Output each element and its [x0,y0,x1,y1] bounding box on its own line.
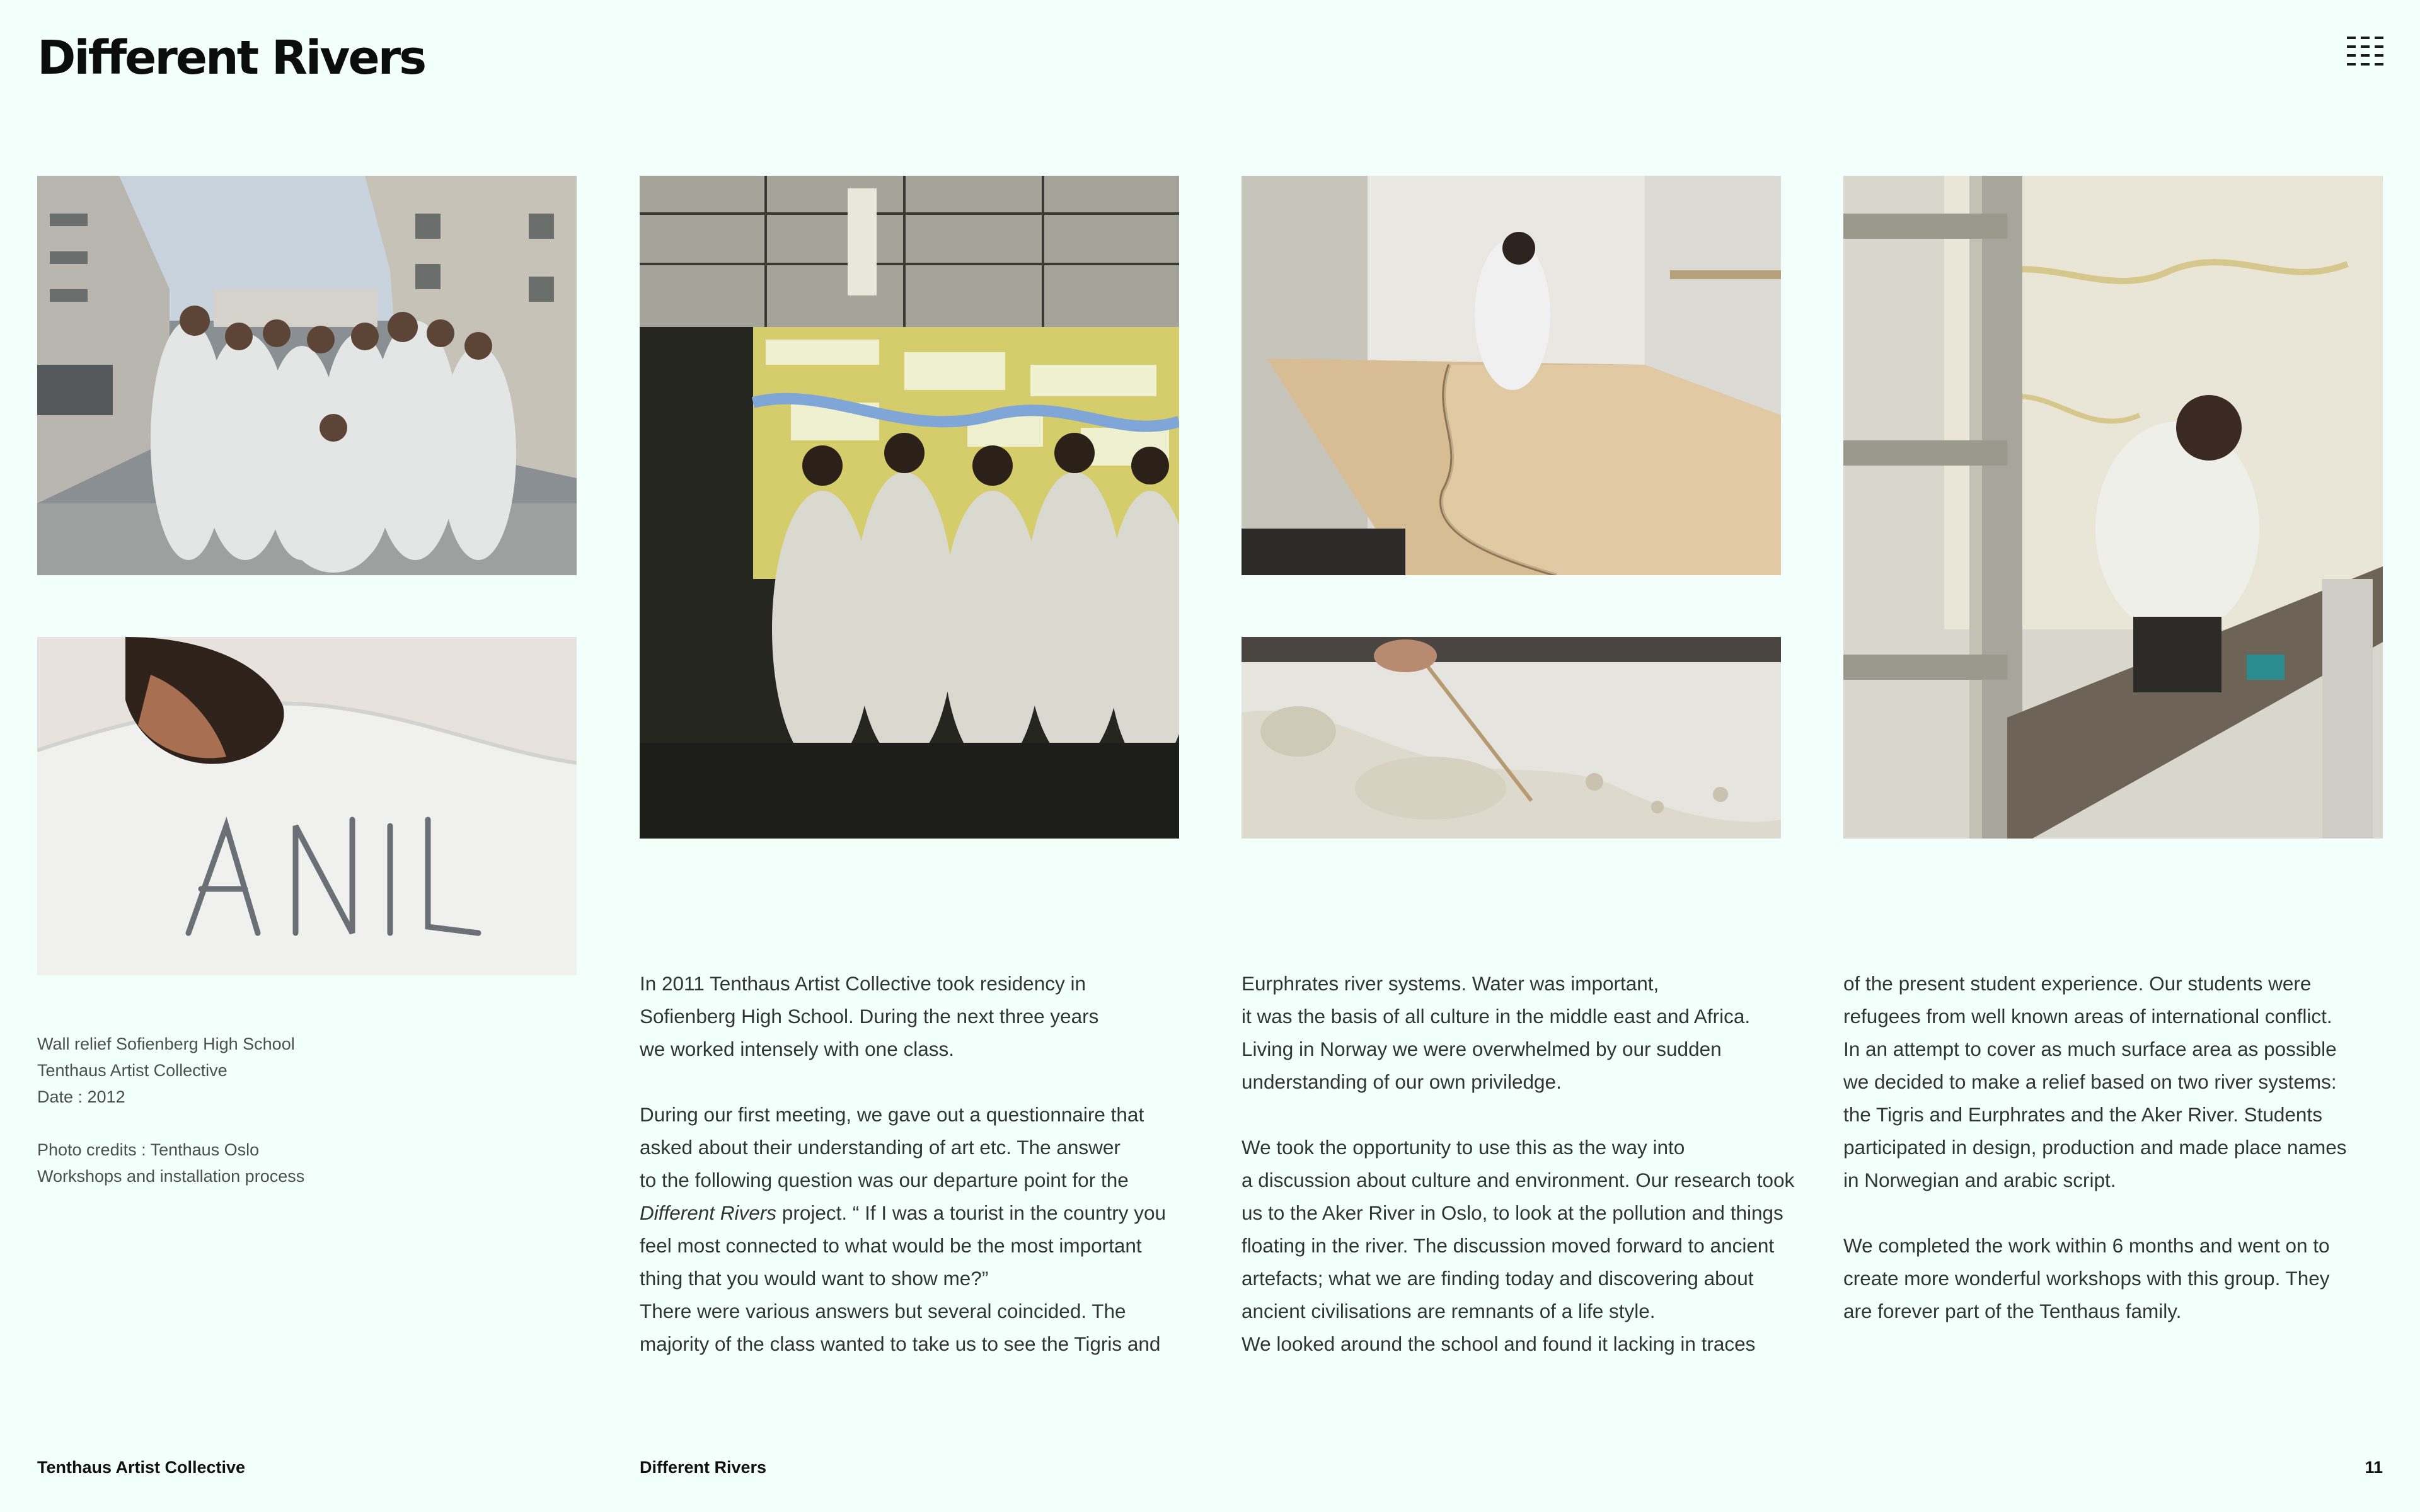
text-line: We completed the work within 6 months and went on to [1843,1234,2330,1257]
text-line: In an attempt to cover as much surface area as possible [1843,1038,2337,1060]
text-line: floating in the river. The discussion moved forward to ancient [1242,1234,1775,1257]
text-line: thing that you would want to show me?” [640,1267,989,1290]
project-title-italic: Different Rivers [640,1201,777,1224]
text-line: Eurphrates river systems. Water was important, [1242,972,1659,995]
text-line: artefacts; what we are finding today and discovering about [1242,1267,1754,1290]
text-line: us to the Aker River in Oslo, to look at the pollution and things [1242,1201,1783,1224]
caption-line: Wall relief Sofienberg High School [37,1034,295,1053]
text-line: understanding of our own priviledge. [1242,1070,1562,1093]
photo-clay-relief-closeup [1242,637,1781,839]
text-column-1 [640,967,1194,1360]
text-line: We took the opportunity to use this as the way into [1242,1136,1685,1159]
text-line: majority of the class wanted to take us to see the Tigris and [640,1332,1161,1355]
grid-menu-icon[interactable] [2347,37,2383,67]
text-column-2 [1242,967,1796,1360]
page-number: 11 [2365,1458,2383,1477]
text-line: ancient civilisations are remnants of a life style. [1242,1300,1656,1322]
text-line: Sofienberg High School. During the next three years [640,1005,1099,1028]
text-line: There were various answers but several coincided. The [640,1300,1126,1322]
text-line: the Tigris and Eurphrates and the Aker River. Students [1843,1103,2322,1126]
text-line: a discussion about culture and environment. Our research took [1242,1169,1795,1191]
text-line: In 2011 Tenthaus Artist Collective took residency in [640,972,1086,995]
caption-line: Tenthaus Artist Collective [37,1061,228,1080]
photo-caption [37,1031,579,1189]
text-line: asked about their understanding of art etc. The answer [640,1136,1121,1159]
caption-line: Workshops and installation process [37,1167,305,1186]
text-fragment: project. “ If I was a tourist in the country you [776,1201,1167,1224]
photo-scaffolding-worker [1843,176,2383,839]
text-line: it was the basis of all culture in the middle east and Africa. [1242,1005,1751,1028]
photo-workshop-table [1242,176,1781,575]
caption-line: Date : 2012 [37,1087,125,1106]
text-line: of the present student experience. Our students were [1843,972,2312,995]
photo-student-jacket-back [37,637,577,975]
text-line: We looked around the school and found it lacking in traces [1242,1332,1756,1355]
text-line: participated in design, production and made place names [1843,1136,2347,1159]
text-line: Living in Norway we were overwhelmed by our sudden [1242,1038,1722,1060]
text-line: refugees from well known areas of international conflict. [1843,1005,2332,1028]
photo-group-outside-school [37,176,577,575]
text-line: create more wonderful workshops with this group. They [1843,1267,2330,1290]
text-line: During our first meeting, we gave out a questionnaire that [640,1103,1144,1126]
footer-publisher: Tenthaus Artist Collective [37,1458,246,1477]
photo-map-projection [640,176,1179,839]
footer-section-title: Different Rivers [640,1458,767,1477]
text-column-3 [1843,967,2398,1327]
text-line: feel most connected to what would be the most important [640,1234,1142,1257]
text-line [640,1196,1194,1229]
text-line: to the following question was our departure point for the [640,1169,1129,1191]
text-line: we worked intensely with one class. [640,1038,954,1060]
caption-line: Photo credits : Tenthaus Oslo [37,1140,260,1159]
text-line: in Norwegian and arabic script. [1843,1169,2116,1191]
text-line: we decided to make a relief based on two river systems: [1843,1070,2337,1093]
text-line: are forever part of the Tenthaus family. [1843,1300,2182,1322]
page-title: Different Rivers [37,31,425,85]
